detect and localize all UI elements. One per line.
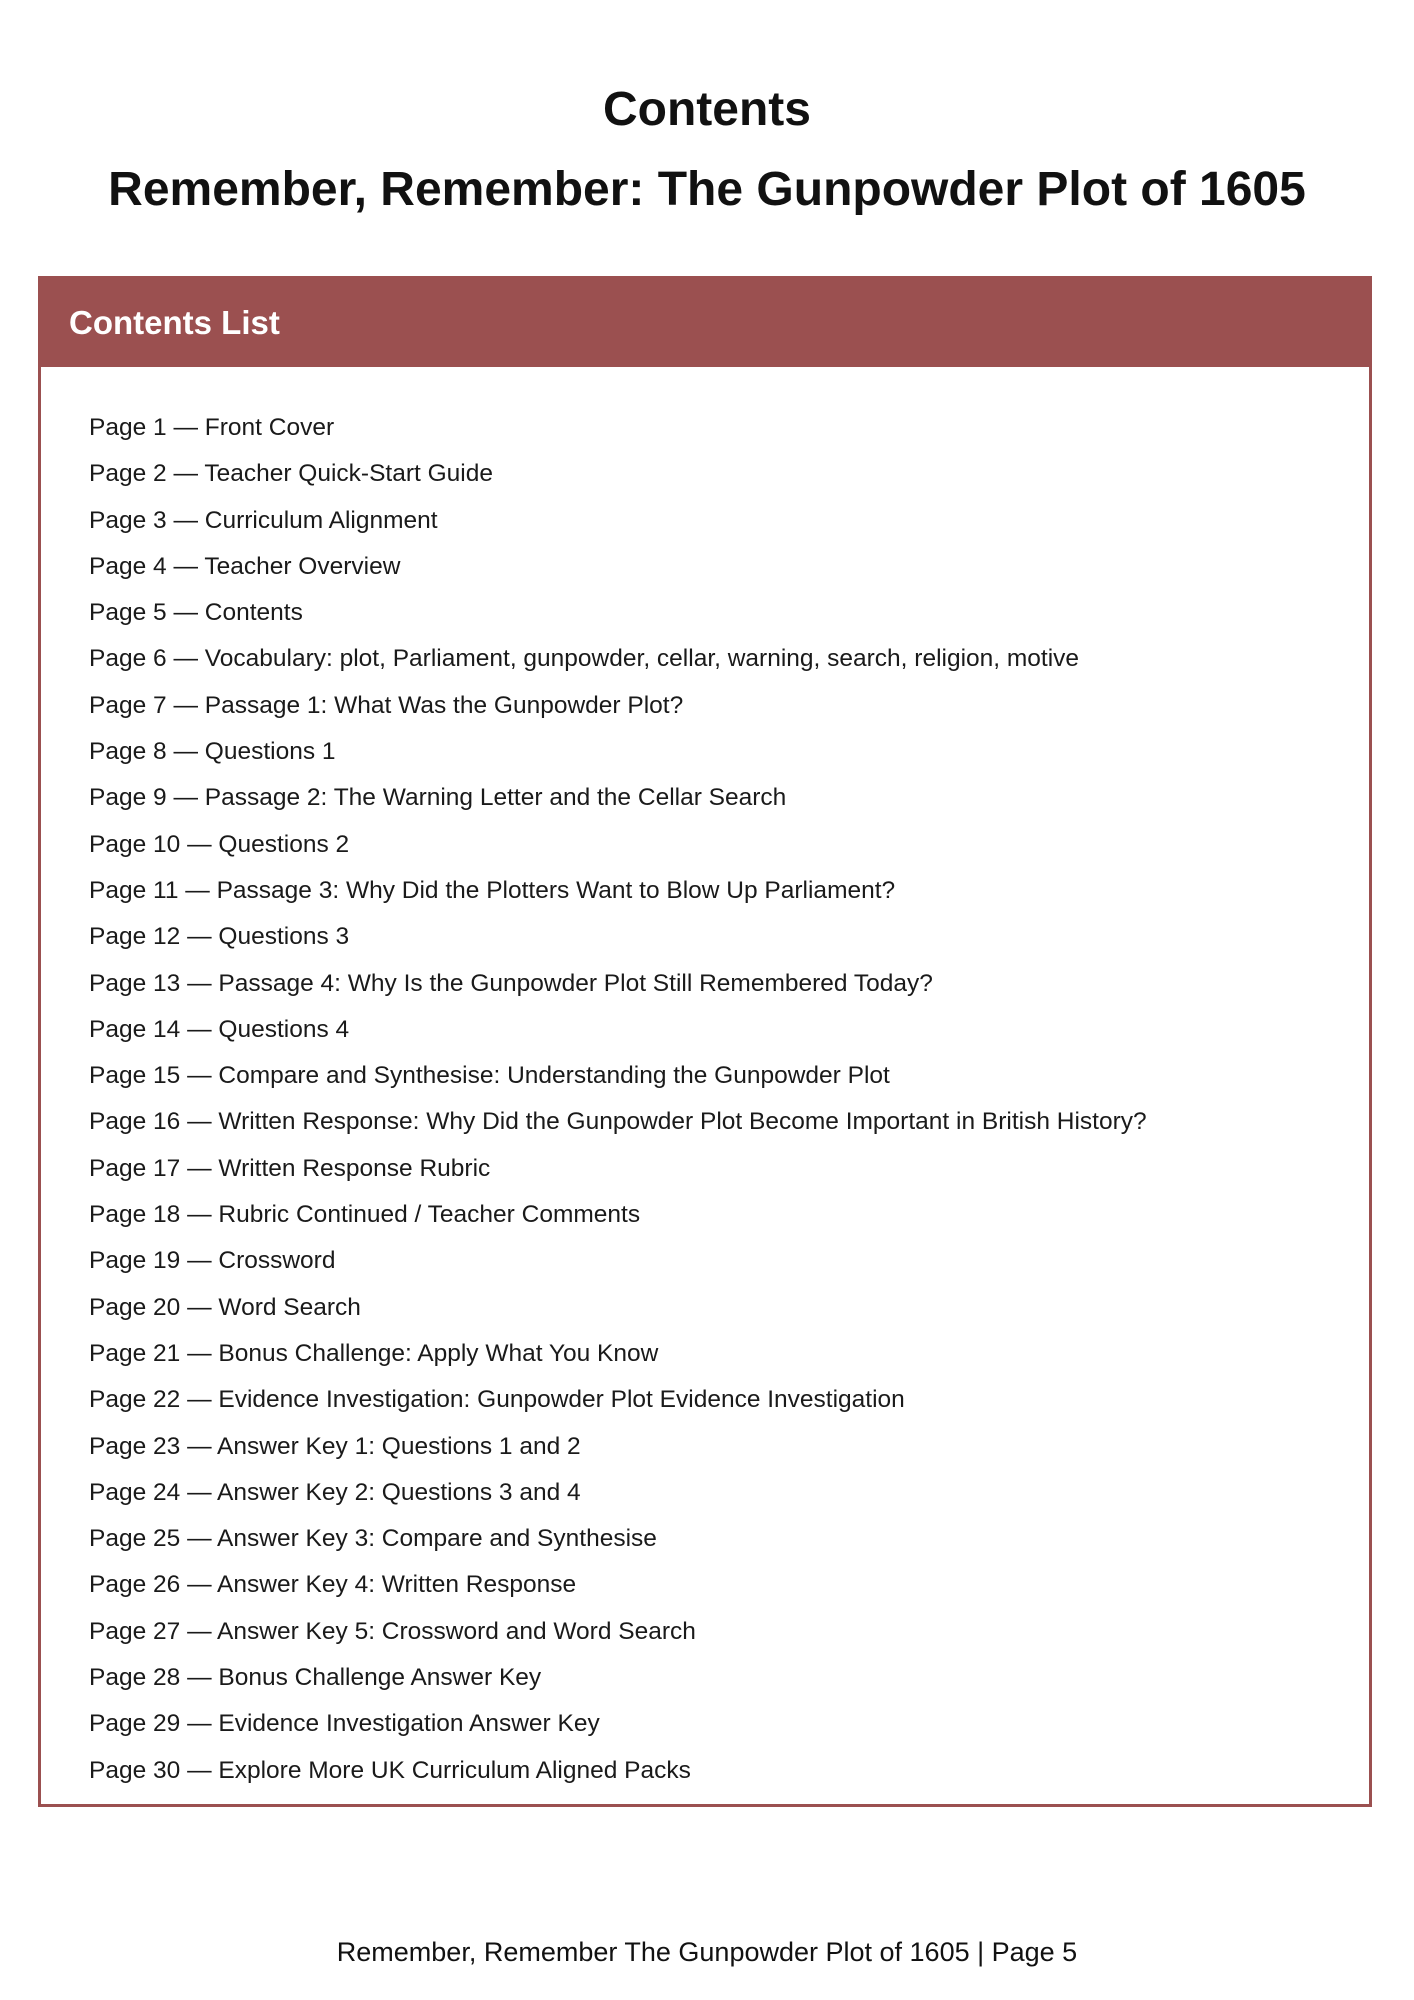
contents-list: [89, 405, 1147, 1794]
contents-item-page-8: Page 8 — Questions 1: [89, 738, 336, 766]
contents-item-page-3: Page 3 — Curriculum Alignment: [89, 506, 438, 534]
contents-item-page-28: Page 28 — Bonus Challenge Answer Key: [89, 1664, 542, 1692]
contents-item-page-14: Page 14 — Questions 4: [89, 1015, 350, 1043]
contents-item-page-24: Page 24 — Answer Key 2: Questions 3 and 4: [89, 1478, 581, 1506]
contents-item-page-7: Page 7 — Passage 1: What Was the Gunpowder Plot?: [89, 691, 684, 719]
contents-item-page-2: Page 2 — Teacher Quick-Start Guide: [89, 460, 493, 488]
contents-item-page-10: Page 10 — Questions 2: [89, 830, 350, 858]
contents-item-page-23: Page 23 — Answer Key 1: Questions 1 and 2: [89, 1432, 581, 1460]
contents-list-header: Contents List: [41, 279, 1369, 367]
contents-item-page-19: Page 19 — Crossword: [89, 1247, 336, 1275]
document-subtitle: Remember, Remember: The Gunpowder Plot of 1605: [108, 163, 1306, 216]
contents-item-page-26: Page 26 — Answer Key 4: Written Response: [89, 1571, 577, 1599]
contents-item-page-29: Page 29 — Evidence Investigation Answer Key: [89, 1710, 600, 1738]
contents-item-page-22: Page 22 — Evidence Investigation: Gunpowder Plot Evidence Investigation: [89, 1386, 905, 1414]
contents-item-page-9: Page 9 — Passage 2: The Warning Letter and the Cellar Search: [89, 784, 787, 812]
contents-item-page-30: Page 30 — Explore More UK Curriculum Aligned Packs: [89, 1756, 691, 1784]
contents-item-page-13: Page 13 — Passage 4: Why Is the Gunpowder Plot Still Remembered Today?: [89, 969, 933, 997]
contents-item-page-21: Page 21 — Bonus Challenge: Apply What You Know: [89, 1339, 659, 1367]
contents-item-page-4: Page 4 — Teacher Overview: [89, 552, 401, 580]
contents-item-page-15: Page 15 — Compare and Synthesise: Understanding the Gunpowder Plot: [89, 1062, 890, 1090]
contents-item-page-1: Page 1 — Front Cover: [89, 414, 335, 441]
page-title: Contents: [603, 83, 811, 136]
contents-item-page-12: Page 12 — Questions 3: [89, 923, 350, 951]
contents-item-page-18: Page 18 — Rubric Continued / Teacher Comments: [89, 1201, 641, 1229]
contents-item-page-11: Page 11 — Passage 3: Why Did the Plotters Want to Blow Up Parliament?: [89, 876, 896, 904]
contents-item-page-6: Page 6 — Vocabulary: plot, Parliament, gunpowder, cellar, warning, search, religion, motive: [89, 645, 1080, 673]
contents-item-page-20: Page 20 — Word Search: [89, 1293, 361, 1321]
contents-box: [38, 276, 1372, 1807]
contents-item-page-17: Page 17 — Written Response Rubric: [89, 1154, 491, 1182]
contents-item-page-27: Page 27 — Answer Key 5: Crossword and Word Search: [89, 1617, 696, 1645]
contents-item-page-25: Page 25 — Answer Key 3: Compare and Synthesise: [89, 1525, 657, 1553]
contents-item-page-16: Page 16 — Written Response: Why Did the Gunpowder Plot Become Important in British History?: [89, 1108, 1147, 1136]
contents-item-page-5: Page 5 — Contents: [89, 599, 303, 627]
page-footer: Remember, Remember The Gunpowder Plot of 1605 | Page 5: [336, 1937, 1078, 1967]
